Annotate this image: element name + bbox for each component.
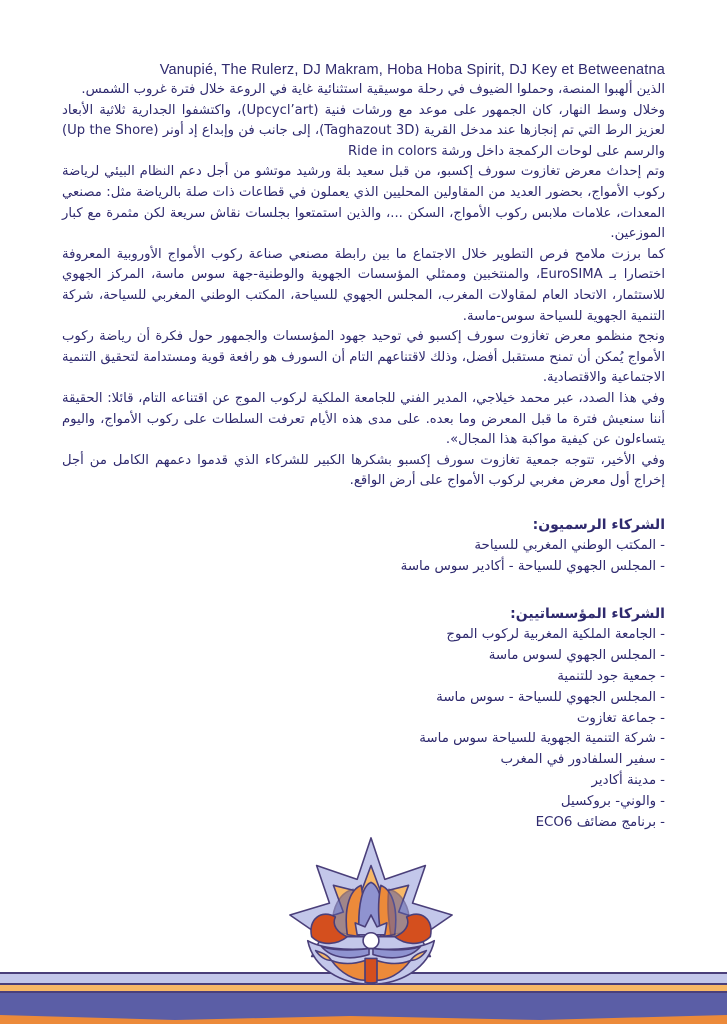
list-item: -مدينة أكادير [591, 773, 665, 789]
institutional-partners-section [62, 603, 665, 833]
list-item: -والوني- بروكسيل [560, 793, 665, 809]
paragraph-4: كما برزت ملامح فرص التطوير خلال الاجتماع ما بين رابطة مصنعي صناعة ركوب الأمواج الأوروبية المعروفة اختصارا بـ EuroSIMA، والمنتخبين وممثلي المؤسسات الجهوية والوطنية-جهة سوس ماسة، المركز الجهوي للاستثمار، الاتحاد العام لمقاولات المغرب، المجلس الجهوي للسياحة، المكتب الوطني المغربي للسياحة، شركة التنمية الجهوية للسياحة سوس-ماسة. [62, 246, 665, 324]
official-partners-title: الشركاء الرسميون: [532, 516, 665, 533]
list-item: -جمعية جود للتنمية [557, 669, 665, 685]
list-item: -المجلس الجهوي لسوس ماسة [488, 648, 665, 664]
list-item: -المكتب الوطني المغربي للسياحة [474, 537, 665, 553]
paragraph-2: وخلال وسط النهار، كان الجمهور على موعد مع ورشات فنية (Upcycl’art)، واكتشفوا الجدارية ثلاثية الأبعاد لعزيز الرط التي تم إنجازها عند مدخل القرية (Taghazout 3D)، إلى جانب فن وإبداع إد أونر (Up the Shore) والرسم على لوحات الركمجة داخل ورشة Ride in colors [62, 102, 665, 159]
list-item: -سفير السلفادور في المغرب [500, 752, 665, 768]
list-item: -المجلس الجهوي للسياحة - أكادير سوس ماسة [400, 558, 665, 574]
paragraph-3: وتم إحداث معرض تغازوت سورف إكسبو، من قبل سعيد بلة ورشيد موتشو من أجل دعم النظام البيئي لرياضة ركوب الأمواج، بحضور العديد من المقاولين المحليين الذي يعملون في قطاعات ذات صلة بالرياضة مثل: مصنعي المعدات، علامات ملابس ركوب الأمواج، السكن ...، والذين استمتعوا بجلسات نقاش سريعة لكن مثمرة مع كبار الموزعين. [62, 164, 665, 242]
list-item: -المجلس الجهوي للسياحة - سوس ماسة [436, 689, 665, 705]
list-item: -شركة التنمية الجهوية للسياحة سوس ماسة [419, 731, 665, 747]
lotus-shell-emblem-icon [282, 837, 460, 987]
list-item: -برنامج مضائف ECO6 [535, 814, 665, 830]
artists-line: Vanupié, The Rulerz, DJ Makram, Hoba Hoba Spirit, DJ Key et Betweenatna [159, 62, 665, 78]
institutional-partners-list [62, 625, 665, 833]
institutional-partners-title: الشركاء المؤسساتيين: [510, 606, 665, 623]
article-body [62, 60, 665, 833]
paragraph-6: وفي هذا الصدد، عبر محمد خيلاجي، المدير الفني للجامعة الملكية لركوب الموج عن اقتناعه التام، قائلا: الحقيقة أننا سنعيش فترة ما قبل المعرض وما بعده. على مدى هذه الأيام تعرفت السلطات على ركوب الأمواج، واليوم يتساءلون عن كيفية مواكبة هذا المجال». [62, 390, 665, 448]
list-item: -جماعة تغازوت [576, 710, 665, 726]
paragraph-5: ونجح منظمو معرض تغازوت سورف إكسبو في توحيد جهود المؤسسات والجمهور حول فكرة أن رياضة ركوب الأمواج يُمكن أن تمنح مستقبل أفضل، وذلك لاقتناعهم التام أن السورف هو رافعة قوية ومستدامة لتحقيق التنمية الاجتماعية والاقتصادية. [62, 329, 665, 386]
official-partners-section [62, 514, 665, 578]
paragraph-7: وفي الأخير، تتوجه جمعية تغازوت سورف إكسبو بشكرها الكبير للشركاء الذي قدموا دعمهم الكامل من أجل إخراج أول معرض مغربي لركوب الأمواج على أرض الواقع. [62, 452, 665, 489]
stripe-outline-3 [0, 991, 727, 993]
official-partners-list [62, 536, 665, 578]
list-item: -الجامعة الملكية المغربية لركوب الموج [446, 627, 665, 643]
paragraph-1: الذين ألهبوا المنصة، وحملوا الضيوف في رحلة موسيقية استثنائية غاية في الروعة خلال فترة غروب الشمس. [81, 82, 665, 97]
